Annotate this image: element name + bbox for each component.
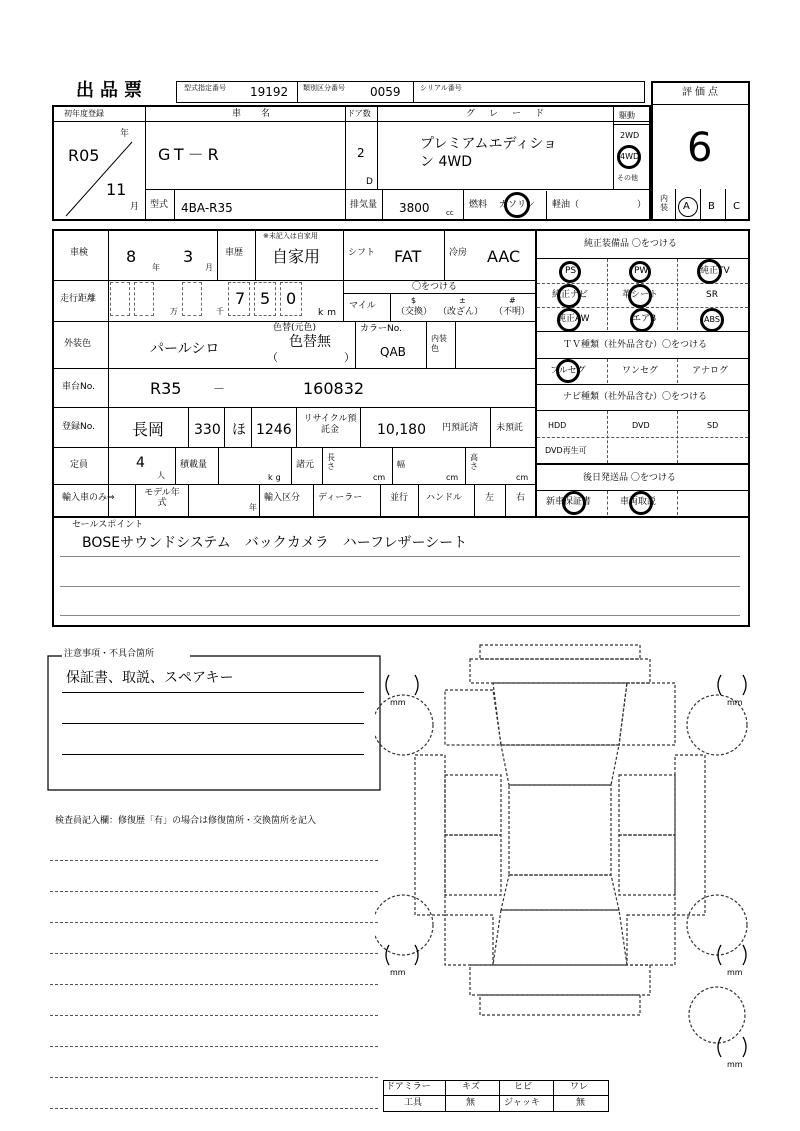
- equip-pw-circle: [629, 261, 651, 283]
- tv-fullseg-circle: [556, 359, 580, 383]
- history-note: ※未記入は自家用: [263, 232, 318, 240]
- car-name-label: 車名: [232, 109, 291, 119]
- capacity-unit: 人: [157, 471, 165, 480]
- interior-a: A: [683, 201, 690, 212]
- ac-value: AAC: [487, 247, 521, 266]
- interior-label: 内装: [660, 194, 668, 212]
- car-diagram: [375, 635, 755, 1075]
- interior-color-label: 内装色: [431, 334, 447, 353]
- repaint-paren-open: （: [267, 351, 278, 364]
- inspection-month: 3: [183, 247, 194, 266]
- mileage-sen: 千: [216, 307, 224, 316]
- history-value: 自家用: [272, 247, 321, 266]
- first-reg-label: 初年度登録: [64, 109, 104, 118]
- navi-sd: SD: [707, 421, 719, 430]
- notes-text: 保証書、取説、スペアキー: [66, 670, 234, 686]
- mileage-box-2: [134, 282, 154, 316]
- mileage-unit: km: [318, 308, 340, 318]
- legend-crack: ヒビ: [514, 1082, 533, 1092]
- fuel-diesel: 軽油（: [552, 200, 580, 210]
- reg-kana: ほ: [232, 422, 246, 438]
- mile-exchange: （交換）: [396, 307, 433, 317]
- equipment-header: 純正装備品 〇をつける: [584, 239, 677, 249]
- sales-label: セールスポイント: [72, 520, 144, 530]
- later-manual-circle: [629, 491, 653, 515]
- displacement-label: 排気量: [350, 200, 378, 210]
- later-manual: 車両取説: [620, 497, 657, 507]
- drive-2wd: 2WD: [620, 131, 640, 140]
- navi-header: ナビ種類（社外品含む）〇をつける: [563, 392, 708, 402]
- chassis-label: 車台No.: [62, 382, 95, 392]
- mileage-digit-1: 7: [235, 289, 246, 308]
- equip-airbag-circle: [630, 308, 657, 332]
- drive-4wd: 4WD: [620, 152, 640, 161]
- type-approval-label: 型式指定番号: [184, 84, 226, 92]
- repaint-paren-close: ）: [344, 351, 355, 364]
- legend-scratch: キズ: [462, 1082, 480, 1092]
- equip-navi-circle: [557, 284, 581, 308]
- reg-class: 330: [194, 422, 221, 438]
- first-reg-month: 11: [106, 180, 127, 199]
- mileage-digit-2: 5: [260, 289, 271, 308]
- tv-fullseg: フルセグ: [550, 366, 586, 376]
- equip-leather: 革シート: [622, 290, 659, 300]
- chassis-prefix: R35: [150, 379, 182, 398]
- doors-label: ドア数: [347, 109, 371, 118]
- exterior-value: パールシロ: [150, 341, 220, 357]
- inspection-month-unit: 月: [205, 263, 213, 272]
- fuel-gasoline-circle: [504, 192, 530, 218]
- dvd-playback: DVD再生可: [545, 446, 587, 455]
- first-reg-slash: [60, 140, 140, 218]
- inspection-label: 車検: [70, 248, 89, 258]
- equip-abs-circle: [700, 308, 724, 332]
- parallel-option: 並行: [390, 493, 409, 503]
- mile-tamper-symbol: ±: [459, 296, 466, 305]
- score-value: 6: [687, 125, 713, 171]
- displacement-value: 3800: [399, 201, 430, 215]
- equip-abs: ABS: [704, 315, 720, 324]
- form-title: 出品票: [76, 80, 148, 101]
- inspection-year: 8: [126, 247, 137, 266]
- legend-tools-2: ジャッキ: [504, 1098, 540, 1108]
- chassis-dash: －: [213, 382, 226, 396]
- first-reg-year-unit: 年: [120, 129, 130, 139]
- repaint-label: 色替(元色): [273, 323, 317, 333]
- equip-aw-circle: [557, 308, 581, 332]
- tire-fr-unit: mm: [727, 698, 743, 707]
- shift-value: FAT: [394, 247, 422, 266]
- mile-label: マイル: [349, 301, 376, 311]
- equip-tv: 純正TV: [700, 266, 730, 276]
- inspector-label: 検査員記入欄：修復歴「有」の場合は修復箇所・交換箇所を記入: [55, 816, 317, 826]
- drive-label: 駆動: [619, 111, 635, 120]
- length-label: 長さ: [327, 453, 335, 471]
- grade-line2: ン 4WD: [420, 154, 472, 170]
- legend-break: ワレ: [570, 1082, 589, 1092]
- handle-label: ハンドル: [426, 493, 463, 503]
- handle-right: 右: [516, 493, 526, 503]
- equip-navi: 純正ナビ: [552, 290, 589, 300]
- equip-leather-circle: [628, 284, 652, 308]
- category-value: 0059: [370, 85, 401, 99]
- height-cm: cm: [516, 473, 529, 482]
- equip-tv-circle: [697, 259, 722, 284]
- mile-note: 〇をつける: [412, 282, 458, 292]
- length-cm: cm: [373, 473, 386, 482]
- drive-other: その他: [617, 174, 638, 182]
- mileage-digit-3: 0: [286, 289, 297, 308]
- load-unit: kg: [268, 473, 284, 482]
- category-label: 類別区分番号: [303, 84, 345, 92]
- dims-label: 諸元: [296, 460, 315, 470]
- recycle-value: 10,180: [377, 422, 426, 438]
- model-label: 型式: [150, 200, 169, 210]
- color-no-value: QAB: [380, 345, 406, 359]
- model-year-unit: 年: [249, 503, 257, 512]
- legend-tools-3: 無: [576, 1098, 586, 1108]
- width-cm: cm: [446, 473, 459, 482]
- color-no-label: カラーNo.: [360, 324, 402, 334]
- later-warranty-circle: [562, 491, 586, 515]
- equip-pw: PW: [634, 266, 649, 276]
- inspection-year-unit: 年: [152, 263, 160, 272]
- first-reg-month-unit: 月: [130, 202, 140, 212]
- tire-spare-unit: mm: [727, 1060, 743, 1069]
- score-label: 評価点: [682, 87, 721, 98]
- tire-rl-unit: mm: [390, 968, 406, 977]
- model-value: 4BA-R35: [181, 201, 233, 215]
- mileage-man: 万: [170, 307, 178, 316]
- tire-fl-unit: mm: [390, 698, 406, 707]
- reg-label: 登録No.: [62, 422, 95, 432]
- type-approval-value: 19192: [250, 85, 289, 99]
- fuel-gasoline: ガソリン: [499, 200, 536, 210]
- handle-left: 左: [485, 493, 495, 503]
- dealer-option: ディーラー: [318, 493, 363, 503]
- exterior-label: 外装色: [64, 339, 92, 349]
- recycle-paid: 円預託済: [442, 423, 479, 433]
- header-id-box: [176, 81, 645, 103]
- grade-line1: プレミアムエディショ: [420, 136, 558, 152]
- capacity-label: 定員: [70, 460, 89, 470]
- recycle-unpaid: 未預託: [496, 423, 524, 433]
- ac-label: 冷房: [449, 248, 468, 258]
- width-label: 幅: [397, 460, 405, 469]
- later-header: 後日発送品 〇をつける: [583, 473, 676, 483]
- fuel-label: 燃料: [469, 200, 488, 210]
- shift-label: シフト: [348, 248, 376, 258]
- tire-rr-unit: mm: [727, 968, 743, 977]
- mile-tamper: （改ざん）: [438, 307, 484, 317]
- fuel-diesel-close: ）: [637, 200, 647, 210]
- legend-mirror: ドアミラー: [386, 1082, 431, 1092]
- equip-aw: 純正AW: [557, 314, 590, 324]
- equip-ps-circle: [559, 261, 581, 283]
- navi-hdd: HDD: [548, 421, 567, 430]
- mileage-box-1: [110, 282, 130, 316]
- model-year-label: モデル年式: [144, 488, 180, 508]
- mileage-label: 走行距離: [60, 294, 97, 304]
- notes-label: 注意事項・不具合箇所: [64, 649, 155, 659]
- sales-text: BOSEサウンドシステム バックカメラ ハーフレザーシート: [82, 535, 468, 551]
- capacity-value: 4: [136, 455, 145, 471]
- serial-label: シリアル番号: [420, 84, 462, 92]
- mileage-box-3: [182, 282, 202, 316]
- load-label: 積載量: [180, 460, 208, 470]
- equip-sr: SR: [706, 290, 718, 300]
- history-label: 車歴: [225, 248, 244, 258]
- import-label: 輸入車のみ⇒: [62, 493, 115, 503]
- doors-value: 2: [357, 146, 365, 160]
- tv-oneseg: ワンセグ: [622, 366, 659, 376]
- first-reg-era: R05: [68, 146, 100, 165]
- interior-a-circle: [678, 197, 698, 217]
- import-class-label: 輸入区分: [264, 493, 301, 503]
- later-warranty: 新車保証書: [546, 497, 592, 507]
- interior-b: B: [708, 201, 715, 212]
- legend-tools-label: 工具: [404, 1098, 423, 1108]
- grade-label: グレード: [466, 109, 559, 119]
- equip-airbag: エアB: [632, 314, 657, 324]
- repaint-value: 色替無: [289, 334, 331, 350]
- navi-dvd: DVD: [632, 421, 650, 430]
- reg-place: 長岡: [132, 420, 165, 439]
- drive-4wd-circle: [617, 145, 641, 169]
- chassis-number: 160832: [303, 379, 365, 398]
- mile-exchange-symbol: $: [411, 296, 417, 305]
- tv-header: ＴＶ種類（社外品含む）〇をつける: [563, 340, 708, 350]
- height-label: 高さ: [470, 453, 478, 471]
- tv-analog: アナログ: [692, 366, 729, 376]
- equip-ps: PS: [565, 266, 577, 276]
- doors-suffix: D: [366, 177, 373, 187]
- legend-tools-1: 無: [466, 1098, 476, 1108]
- displacement-unit: cc: [446, 209, 454, 217]
- car-name-value: GT－R: [158, 145, 223, 164]
- mile-unknown: （不明）: [494, 307, 531, 317]
- recycle-label: リサイクル預託金: [303, 414, 357, 435]
- interior-c: C: [733, 201, 740, 212]
- mile-unknown-symbol: #: [509, 296, 516, 305]
- reg-number: 1246: [256, 422, 292, 438]
